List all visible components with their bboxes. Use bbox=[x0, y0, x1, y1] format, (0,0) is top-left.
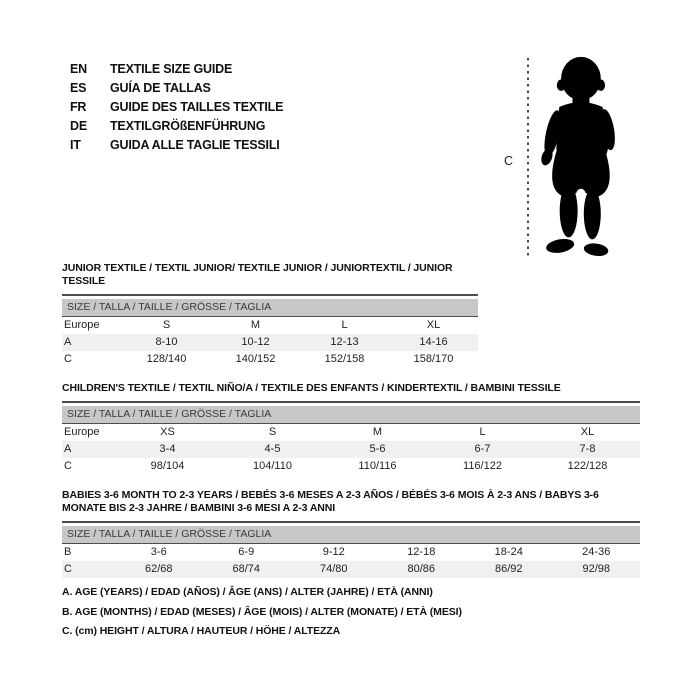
size-cell: 74/80 bbox=[319, 563, 348, 575]
row-label: A bbox=[64, 443, 72, 455]
size-cell: 6-9 bbox=[238, 546, 255, 558]
size-tables bbox=[62, 262, 640, 592]
size-cell: 80/86 bbox=[407, 563, 436, 575]
table-row-height bbox=[62, 561, 640, 578]
table-row-age bbox=[62, 334, 478, 351]
table-row-europe bbox=[62, 424, 640, 441]
height-dimension-label: C bbox=[504, 154, 514, 168]
size-cell: 92/98 bbox=[582, 563, 611, 575]
language-row-en bbox=[70, 60, 283, 79]
table-title: BABIES 3-6 MONTH TO 2-3 YEARS / BEBÉS 3-6 MESES A 2-3 AÑOS / BÉBÉS 3-6 MOIS À 2-3 ANS / BABYS 3-6 MONATE BIS 2-3 JAHRE / BAMBINI 3-6 MESI A 2-3 ANNI bbox=[62, 489, 599, 514]
table-top-border bbox=[62, 294, 478, 296]
size-cell: 4-5 bbox=[264, 443, 281, 455]
size-cell: 110/116 bbox=[358, 460, 397, 472]
language-row-it bbox=[70, 136, 283, 155]
size-cell: 5-6 bbox=[369, 443, 386, 455]
table-row-europe bbox=[62, 317, 478, 334]
table-top-border bbox=[62, 401, 640, 403]
size-cell: 68/74 bbox=[232, 563, 261, 575]
language-row-fr bbox=[70, 98, 283, 117]
table-row-height bbox=[62, 351, 478, 368]
size-cell: 6-7 bbox=[474, 443, 491, 455]
size-cell: 8-10 bbox=[155, 336, 178, 348]
baby-silhouette-icon bbox=[532, 54, 628, 262]
size-cell: L bbox=[479, 426, 486, 438]
row-label: B bbox=[64, 546, 72, 558]
size-cell: M bbox=[250, 319, 261, 331]
language-title: TEXTILE SIZE GUIDE bbox=[110, 62, 233, 76]
language-code: DE bbox=[70, 119, 87, 133]
footnote-line-c: C. (cm) HEIGHT / ALTURA / HAUTEUR / HÖHE / ALTEZZA bbox=[62, 625, 341, 637]
row-label: Europe bbox=[64, 319, 100, 331]
babies-size-table bbox=[62, 489, 640, 578]
size-cell: XS bbox=[160, 426, 175, 438]
row-label: C bbox=[64, 460, 72, 472]
footnote-line-b: B. AGE (MONTHS) / EDAD (MESES) / ÂGE (MOIS) / ALTER (MONATE) / ETÀ (MESI) bbox=[62, 605, 462, 618]
size-cell: 98/104 bbox=[150, 460, 185, 472]
table-size-header: SIZE / TALLA / TAILLE / GRÖSSE / TAGLIA bbox=[62, 406, 640, 424]
language-row-de bbox=[70, 117, 283, 136]
size-cell: S bbox=[162, 319, 171, 331]
size-cell: 18-24 bbox=[494, 546, 523, 558]
row-label: C bbox=[64, 353, 72, 365]
size-cell: 158/170 bbox=[413, 353, 454, 365]
size-cell: S bbox=[268, 426, 277, 438]
table-title: JUNIOR TEXTILE / TEXTIL JUNIOR/ TEXTILE JUNIOR / JUNIORTEXTIL / JUNIOR TESSILE bbox=[62, 262, 453, 287]
size-cell: M bbox=[372, 426, 383, 438]
table-size-header: SIZE / TALLA / TAILLE / GRÖSSE / TAGLIA bbox=[62, 526, 640, 544]
row-label: Europe bbox=[64, 426, 100, 438]
size-cell: XL bbox=[580, 426, 595, 438]
size-cell: 86/92 bbox=[494, 563, 523, 575]
size-cell: 140/152 bbox=[235, 353, 276, 365]
height-dotted-line bbox=[527, 58, 529, 258]
row-label: C bbox=[64, 563, 72, 575]
table-row-age bbox=[62, 441, 640, 458]
language-code: ES bbox=[70, 81, 87, 95]
table-row-age-months bbox=[62, 544, 640, 561]
language-title: TEXTILGRÖßENFÜHRUNG bbox=[110, 119, 266, 133]
language-title: GUÍA DE TALLAS bbox=[110, 81, 211, 95]
size-cell: L bbox=[341, 319, 348, 331]
table-top-border bbox=[62, 521, 640, 523]
size-cell: 62/68 bbox=[144, 563, 173, 575]
row-label: A bbox=[64, 336, 72, 348]
language-code: FR bbox=[70, 100, 87, 114]
language-title: GUIDE DES TAILLES TEXTILE bbox=[110, 100, 284, 114]
children-size-table bbox=[62, 382, 640, 475]
size-cell: 128/140 bbox=[146, 353, 187, 365]
language-row-es bbox=[70, 79, 283, 98]
footnote-line-a: A. AGE (YEARS) / EDAD (AÑOS) / ÂGE (ANS) / ALTER (JAHRE) / ETÀ (ANNI) bbox=[62, 586, 433, 598]
language-list bbox=[70, 60, 283, 155]
size-cell: 122/128 bbox=[567, 460, 608, 472]
language-title: GUIDA ALLE TAGLIE TESSILI bbox=[110, 138, 280, 152]
size-cell: 3-6 bbox=[150, 546, 167, 558]
size-cell: 12-13 bbox=[330, 336, 359, 348]
size-cell: 9-12 bbox=[322, 546, 345, 558]
language-code: IT bbox=[70, 138, 81, 152]
size-cell: 24-36 bbox=[582, 546, 611, 558]
size-cell: 104/110 bbox=[253, 460, 292, 472]
table-title: CHILDREN'S TEXTILE / TEXTIL NIÑO/A / TEXTILE DES ENFANTS / KINDERTEXTIL / BAMBINI TESSILE bbox=[62, 382, 561, 394]
table-row-height bbox=[62, 458, 640, 475]
size-cell: 12-18 bbox=[407, 546, 436, 558]
size-cell: 152/158 bbox=[324, 353, 365, 365]
table-size-header: SIZE / TALLA / TAILLE / GRÖSSE / TAGLIA bbox=[62, 299, 478, 317]
size-cell: 14-16 bbox=[419, 336, 448, 348]
junior-size-table bbox=[62, 262, 478, 368]
language-code: EN bbox=[70, 62, 87, 76]
size-cell: XL bbox=[426, 319, 441, 331]
size-cell: 10-12 bbox=[241, 336, 270, 348]
size-cell: 3-4 bbox=[159, 443, 176, 455]
size-cell: 7-8 bbox=[579, 443, 596, 455]
size-cell: 116/122 bbox=[463, 460, 502, 472]
footnotes bbox=[62, 583, 462, 642]
